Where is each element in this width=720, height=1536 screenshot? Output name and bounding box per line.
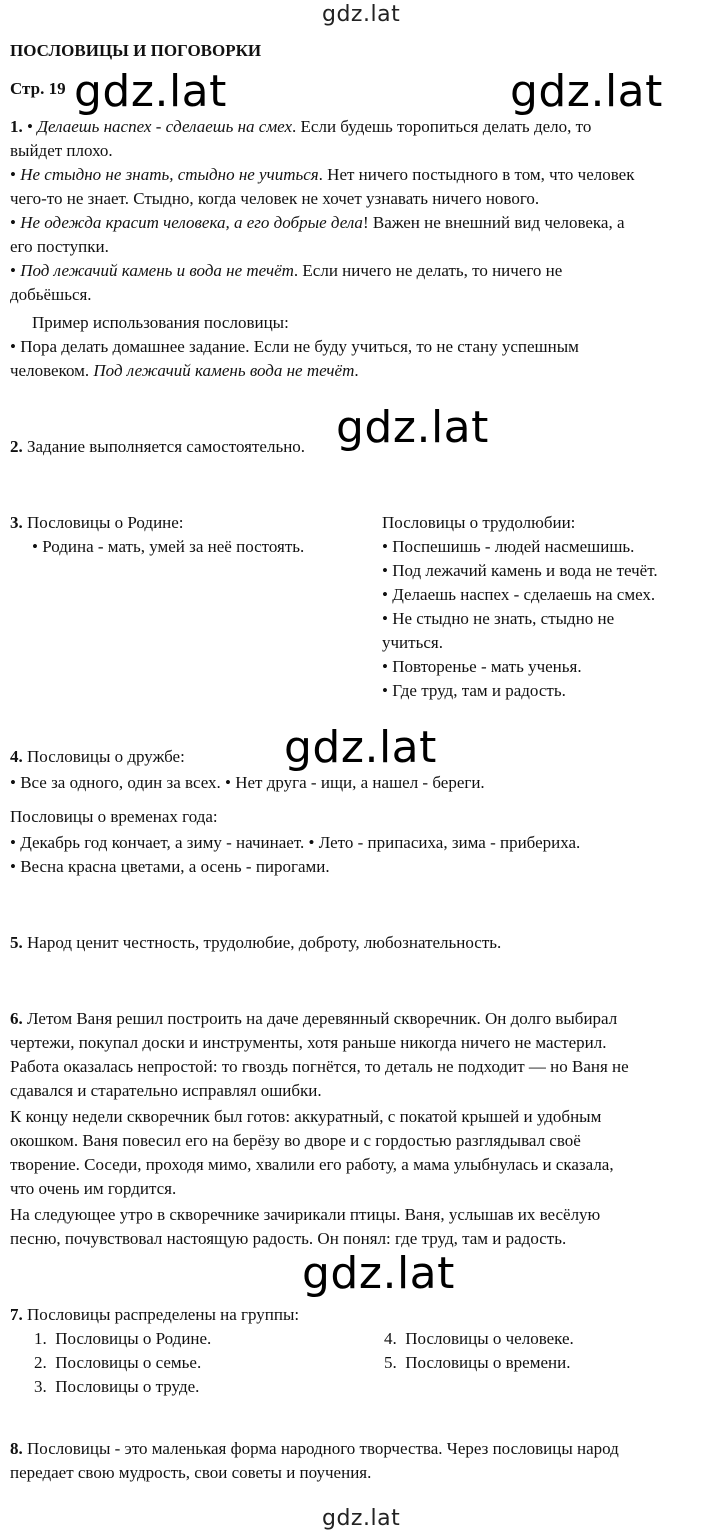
q8-line-1: [10, 1438, 619, 1460]
q6-line-2: чертежи, покупал доски и инструменты, хотя раньше никогда ничего не мастерил.: [10, 1033, 607, 1052]
q3-right-item: [382, 560, 658, 582]
q4-season-line-2: [10, 856, 330, 878]
q3-right-item-text: Поспешишь - людей насмешишь.: [392, 537, 635, 556]
proverb-3-explain: ! Важен не внешний вид человека, а: [362, 213, 625, 232]
q1-line-4: чего-то не знает. Стыдно, когда человек не хочет узнавать ничего нового.: [10, 189, 540, 208]
example-line-1: [10, 336, 579, 358]
season-proverb-1: Декабрь год кончает, а зиму - начинает.: [20, 833, 305, 852]
q3-right-item: [382, 536, 634, 558]
proverb-1: Делаешь наспех - сделаешь на смех: [37, 117, 293, 136]
bullet: •: [382, 609, 388, 628]
example-proverb: Под лежачий камень вода не течёт: [93, 361, 355, 380]
q5-line: [10, 932, 501, 954]
q7-item-text: Пословицы о времени.: [405, 1353, 571, 1372]
q7-item-number: 4.: [384, 1329, 397, 1348]
proverb-4: Под лежачий камень и вода не течёт: [20, 261, 294, 280]
bullet: •: [10, 337, 16, 356]
bullet: •: [382, 657, 388, 676]
q7-item: [384, 1352, 570, 1374]
q3-right-item-cont: учиться.: [382, 633, 443, 652]
watermark-top: gdz.lat: [322, 2, 401, 27]
friend-proverb-1: Все за одного, один за всех.: [20, 773, 221, 792]
q8-text: Пословицы - это маленькая форма народного творчества. Через пословицы народ: [22, 1439, 619, 1458]
q3-right-item: [382, 584, 655, 606]
proverb-1-explain: . Если будешь торопиться делать дело, то: [292, 117, 592, 136]
q7-item-text: Пословицы о человеке.: [405, 1329, 574, 1348]
q7-item: [34, 1376, 199, 1398]
q8-line-2: передает свою мудрость, свои советы и поучения.: [10, 1463, 372, 1482]
bullet: •: [10, 213, 16, 232]
q6-text: Летом Ваня решил построить на даче деревянный скворечник. Он долго выбирал: [22, 1009, 618, 1028]
q7-item: [34, 1352, 201, 1374]
q3-left-title: [10, 512, 184, 534]
q1-line-7: [10, 260, 562, 282]
q3-right-item-text: Не стыдно не знать, стыдно не: [392, 609, 615, 628]
bullet: •: [10, 857, 16, 876]
q3-left-item-text: Родина - мать, умей за неё постоять.: [42, 537, 305, 556]
example-end: .: [354, 361, 359, 380]
q7-number: 7.: [10, 1305, 23, 1324]
page-ref: Стр. 19: [10, 79, 66, 98]
q6-line-10: песню, почувствовал настоящую радость. Он понял: где труд, там и радость.: [10, 1229, 567, 1248]
q4-number: 4.: [10, 747, 23, 766]
season-proverb-3: Весна красна цветами, а осень - пирогами.: [20, 857, 330, 876]
proverb-4-explain: . Если ничего не делать, то ничего не: [293, 261, 563, 280]
season-proverb-2: Лето - припасиха, зима - прибериха.: [318, 833, 581, 852]
watermark-big-1: gdz.lat: [74, 66, 227, 117]
q4-title-text: Пословицы о дружбе:: [22, 747, 185, 766]
q7-item-number: 3.: [34, 1377, 47, 1396]
proverb-2: Не стыдно не знать, стыдно не учиться: [20, 165, 319, 184]
q3-number: 3.: [10, 513, 23, 532]
q6-line-5: К концу недели скворечник был готов: аккуратный, с покатой крышей и удобным: [10, 1107, 602, 1126]
q3-right-item-text: Под лежачий камень и вода не течёт.: [392, 561, 658, 580]
q2-number: 2.: [10, 437, 23, 456]
page-title: ПОСЛОВИЦЫ И ПОГОВОРКИ: [10, 41, 262, 60]
q1-line-2: выйдет плохо.: [10, 141, 113, 160]
q1-number: 1.: [10, 117, 23, 136]
example-cont: человеком.: [10, 361, 94, 380]
q3-right-title: Пословицы о трудолюбии:: [382, 513, 576, 532]
q3-right-item: [382, 608, 614, 630]
q3-right-item: [382, 656, 582, 678]
q6-line-7: творение. Соседи, проходя мимо, хвалили его работу, а мама улыбнулась и сказала,: [10, 1155, 614, 1174]
bullet: •: [308, 833, 315, 852]
bullet: •: [10, 261, 16, 280]
q7-item-text: Пословицы о труде.: [55, 1377, 200, 1396]
q4-seasons-title: Пословицы о временах года:: [10, 807, 218, 826]
bullet: •: [382, 537, 388, 556]
q1-line-3: [10, 164, 634, 186]
q1-line-6: его поступки.: [10, 237, 109, 256]
bullet: •: [382, 681, 388, 700]
q6-number: 6.: [10, 1009, 23, 1028]
q8-number: 8.: [10, 1439, 23, 1458]
q6-line-8: что очень им гордится.: [10, 1179, 177, 1198]
watermark-big-3: gdz.lat: [336, 402, 489, 453]
q4-friend-line: [10, 772, 485, 794]
watermark-bottom: gdz.lat: [322, 1506, 401, 1531]
q3-right-item: [382, 680, 566, 702]
q3-left-item: [32, 536, 304, 558]
q7-item-number: 5.: [384, 1353, 397, 1372]
q6-line-9: На следующее утро в скворечнике зачирикали птицы. Ваня, услышав их весёлую: [10, 1205, 601, 1224]
q7-item-text: Пословицы о семье.: [55, 1353, 202, 1372]
q7-item: [34, 1328, 211, 1350]
q3-right-item-text: Делаешь наспех - сделаешь на смех.: [392, 585, 656, 604]
bullet: •: [10, 165, 16, 184]
q6-line-3: Работа оказалась непростой: то гвоздь погнётся, то деталь не подходит — но Ваня не: [10, 1057, 629, 1076]
proverb-2-explain: . Нет ничего постыдного в том, что человек: [318, 165, 635, 184]
friend-proverb-2: Нет друга - ищи, а нашел - береги.: [235, 773, 485, 792]
bullet: •: [27, 117, 33, 136]
proverb-3: Не одежда красит человека, а его добрые дела: [20, 213, 363, 232]
q3-left-title-text: Пословицы о Родине:: [22, 513, 184, 532]
q5-text: Народ ценит честность, трудолюбие, доброту, любознательность.: [22, 933, 502, 952]
q2-line: [10, 436, 305, 458]
q7-title-text: Пословицы распределены на группы:: [22, 1305, 300, 1324]
bullet: •: [32, 537, 38, 556]
q7-title: [10, 1304, 299, 1326]
bullet: •: [382, 585, 388, 604]
example-line-2: [10, 360, 359, 382]
example-text: Пора делать домашнее задание. Если не буду учиться, то не стану успешным: [20, 337, 579, 356]
q3-right-item-text: Где труд, там и радость.: [392, 681, 566, 700]
q1-line-8: добьёшься.: [10, 285, 92, 304]
bullet: •: [225, 773, 231, 792]
q7-item-number: 2.: [34, 1353, 47, 1372]
watermark-big-2: gdz.lat: [510, 66, 663, 117]
q6-line-4: сдавался и старательно исправлял ошибки.: [10, 1081, 322, 1100]
q1-line-1: [10, 116, 591, 138]
q4-season-line-1: [10, 832, 580, 854]
q1-line-5: [10, 212, 625, 234]
q4-title: [10, 746, 185, 768]
q7-item: [384, 1328, 574, 1350]
q7-item-text: Пословицы о Родине.: [55, 1329, 212, 1348]
bullet: •: [382, 561, 388, 580]
q7-item-number: 1.: [34, 1329, 47, 1348]
example-label: Пример использования пословицы:: [32, 313, 289, 332]
q6-line-1: [10, 1008, 617, 1030]
watermark-big-5: gdz.lat: [302, 1248, 455, 1299]
bullet: •: [10, 833, 16, 852]
bullet: •: [10, 773, 16, 792]
q2-text: Задание выполняется самостоятельно.: [22, 437, 306, 456]
q6-line-6: окошком. Ваня повесил его на берёзу во дворе и с гордостью разглядывал своё: [10, 1131, 581, 1150]
q3-right-item-text: Повторенье - мать ученья.: [392, 657, 582, 676]
watermark-big-4: gdz.lat: [284, 722, 437, 773]
q5-number: 5.: [10, 933, 23, 952]
